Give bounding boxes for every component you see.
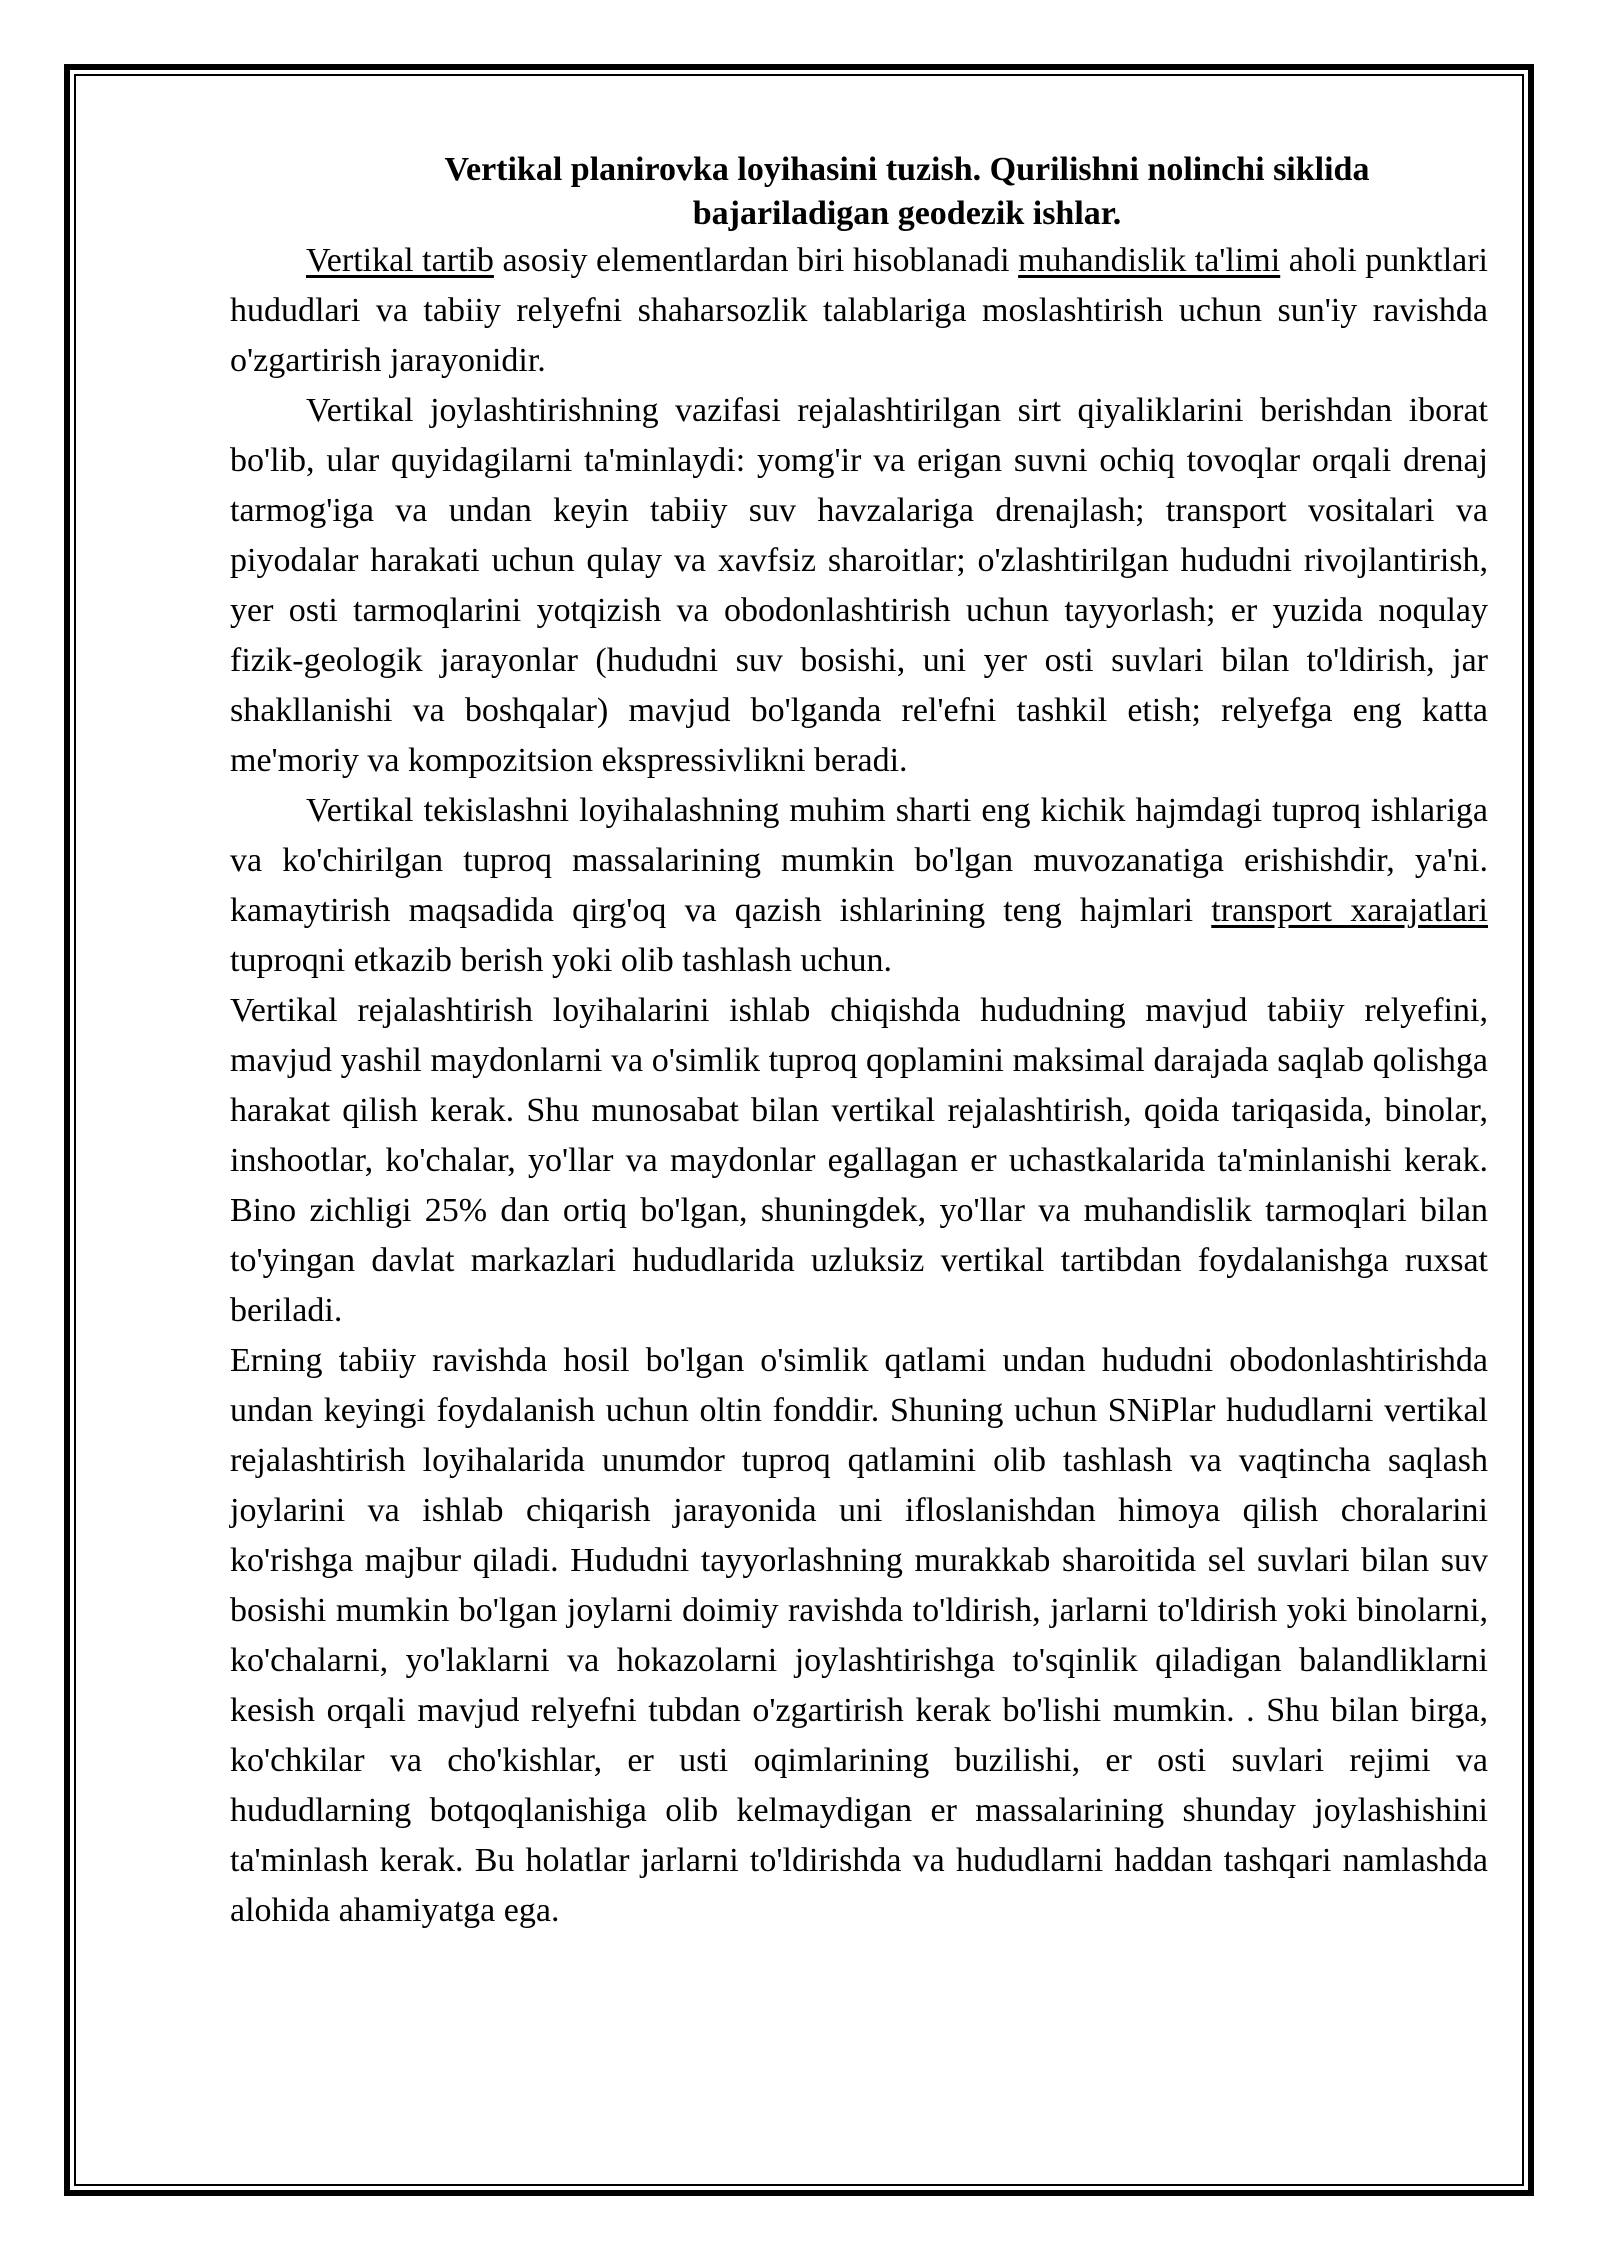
- paragraph-2: Vertikal joylashtirishning vazifasi rejalashtirilgan sirt qiyaliklarini berishdan iborat bo'lib, ular quyidagilarni ta'minlaydi: yomg'ir va erigan suvni ochiq tovoqlar orqali drenaj tarmog'iga va undan keyin tabiiy suv havzalariga drenajlash; transport vositalari va piyodalar harakati uchun qulay va xavfsiz sharoitlar; o'zlashtirilgan hududni rivojlantirish, yer osti tarmoqlarini yotqizish va obodonlashtirish uchun tayyorlash; er yuzida noqulay fizik-geologik jarayonlar (hududni suv bosishi, uni yer osti suvlari bilan to'ldirish, jar shakllanishi va boshqalar) mavjud bo'lganda rel'efni tashkil etish; relyefga eng katta me'moriy va kompozitsion ekspressivlikni beradi.: [230, 392, 1488, 779]
- title-line-1: Vertikal planirovka loyihasini tuzish. Qurilishni nolinchi siklida: [444, 151, 1370, 188]
- link-transport-xarajatlari[interactable]: transport xarajatlari: [1211, 892, 1489, 929]
- link-vertikal-tartib[interactable]: Vertikal tartib: [306, 242, 494, 279]
- paragraph-1-text-b: aholi punktlari hududlari va tabiiy relyefni shaharsozlik talablariga moslashtirish uchun sun'iy ravishda o'zgartirish jarayonidir.: [230, 242, 1488, 379]
- paragraph-5: Erning tabiiy ravishda hosil bo'lgan o'simlik qatlami undan hududni obodonlashtirishda undan keyingi foydalanish uchun oltin fonddir. Shuning uchun SNiPlar hududlarni vertikal rejalashtirish loyihalarida unumdor tuproq qatlamini olib tashlash va vaqtincha saqlash joylarini va ishlab chiqarish jarayonida uni ifloslanishdan himoya qilish choralarini ko'rishga majbur qiladi. Hududni tayyorlashning murakkab sharoitida sel suvlari bilan suv bosishi mumkin bo'lgan joylarni doimiy ravishda to'ldirish, jarlarni to'ldirish yoki binolarni, ko'chalarni, yo'laklarni va hokazolarni joylashtirishga to'sqinlik qiladigan balandliklarni kesish orqali mavjud relyefni tubdan o'zgartirish kerak bo'lishi mumkin. . Shu bilan birga, ko'chkilar va cho'kishlar, er usti oqimlarining buzilishi, er osti suvlari rejimi va hududlarning botqoqlanishiga olib kelmaydigan er massalarining shunday joylashishini ta'minlash kerak. Bu holatlar jarlarni to'ldirishda va hududlarni haddan tashqari namlashda alohida ahamiyatga ega.: [230, 1342, 1488, 1929]
- paragraph-3-text-a: Vertikal tekislashni loyihalashning muhim sharti eng kichik hajmdagi tuproq ishlariga va ko'chirilgan tuproq massalarining mumkin bo'lgan muvozanatiga erishishdir, ya'ni. kamaytirish maqsadida qirg'oq va qazish ishlarining teng hajmlari: [230, 792, 1488, 929]
- document-body: [230, 148, 1488, 1936]
- link-muhandislik-talimi[interactable]: muhandislik ta'limi: [1018, 242, 1281, 279]
- paragraph-3-text-b: tuproqni etkazib berish yoki olib tashlash uchun.: [230, 942, 892, 979]
- title-line-2: bajariladigan geodezik ishlar.: [692, 195, 1122, 232]
- paragraph-3: [230, 786, 1488, 986]
- paragraph-1: [230, 236, 1488, 386]
- document-title: [230, 148, 1488, 236]
- paragraph-4: Vertikal rejalashtirish loyihalarini ishlab chiqishda hududning mavjud tabiiy relyefini, mavjud yashil maydonlarni va o'simlik tuproq qoplamini maksimal darajada saqlab qolishga harakat qilish kerak. Shu munosabat bilan vertikal rejalashtirish, qoida tariqasida, binolar, inshootlar, ko'chalar, yo'llar va maydonlar egallagan er uchastkalarida ta'minlanishi kerak. Bino zichligi 25% dan ortiq bo'lgan, shuningdek, yo'llar va muhandislik tarmoqlari bilan to'yingan davlat markazlari hududlarida uzluksiz vertikal tartibdan foydalanishga ruxsat beriladi.: [230, 992, 1488, 1329]
- paragraph-1-text-a: asosiy elementlardan biri hisoblanadi: [493, 242, 1019, 279]
